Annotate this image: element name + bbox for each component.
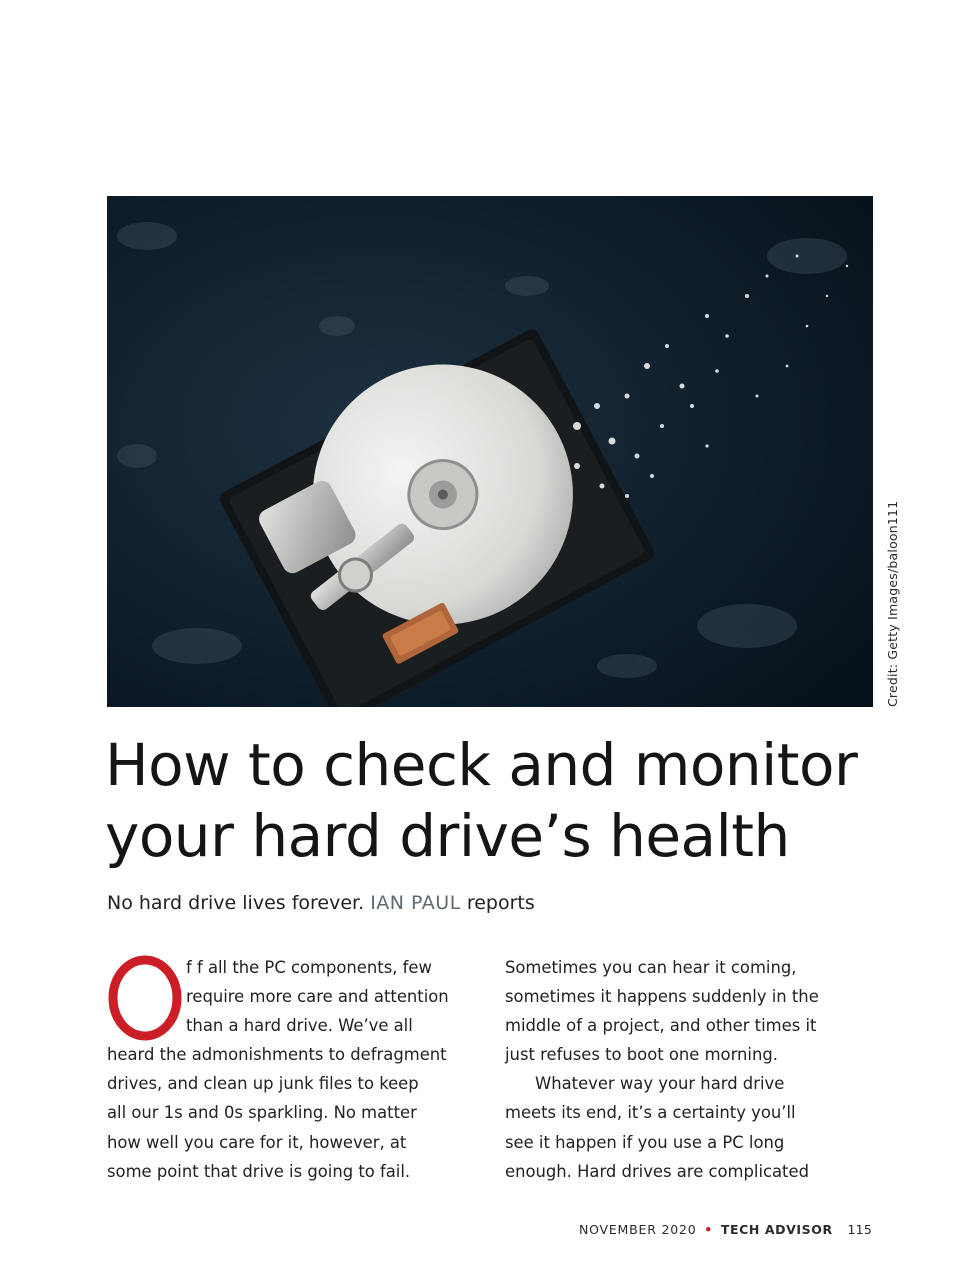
body-line: than a hard drive. We’ve all (186, 1016, 413, 1036)
footer-separator-dot: • (704, 1222, 714, 1237)
footer-magazine: TECH ADVISOR (720, 1222, 833, 1237)
page-footer (579, 1222, 872, 1237)
hero-image (107, 196, 873, 707)
body-column-right (505, 953, 885, 1186)
standfirst-suffix: reports (466, 892, 535, 914)
article-title (105, 730, 895, 872)
standfirst-text: No hard drive lives forever. (107, 892, 365, 914)
body-line: middle of a project, and other times it (505, 1016, 817, 1036)
image-credit: Credit: Getty Images/baloon111 (885, 500, 900, 707)
body-line: heard the admonishments to defragment (107, 1045, 447, 1065)
page-number: 115 (847, 1222, 872, 1237)
footer-year: 2020 (661, 1222, 697, 1237)
body-line: see it happen if you use a PC long (505, 1132, 785, 1152)
author-name: IAN PAUL (370, 892, 461, 914)
drop-cap-o (107, 955, 183, 1041)
body-line: f f all the PC components, few (186, 958, 432, 977)
body-column-left (107, 953, 487, 1186)
body-line: just refuses to boot one morning. (505, 1045, 778, 1065)
standfirst (107, 892, 535, 914)
body-line: sometimes it happens suddenly in the (505, 987, 819, 1007)
footer-month: NOVEMBER (578, 1222, 657, 1237)
body-line: Whatever way your hard drive (535, 1074, 785, 1094)
body-line: enough. Hard drives are complicated (505, 1161, 809, 1181)
body-line: Sometimes you can hear it coming, (505, 958, 797, 977)
title-line-2: your hard drive’s health (105, 802, 790, 870)
body-line: require more care and attention (186, 987, 449, 1007)
title-line-1: How to check and monitor (105, 731, 858, 799)
body-line: some point that drive is going to fail. (107, 1161, 411, 1181)
body-line: meets its end, it’s a certainty you’ll (505, 1103, 796, 1123)
body-line: how well you care for it, however, at (107, 1132, 407, 1152)
body-line: drives, and clean up junk files to keep (107, 1074, 419, 1094)
hard-drive-illustration (107, 196, 873, 707)
body-line: all our 1s and 0s sparkling. No matter (107, 1103, 417, 1123)
